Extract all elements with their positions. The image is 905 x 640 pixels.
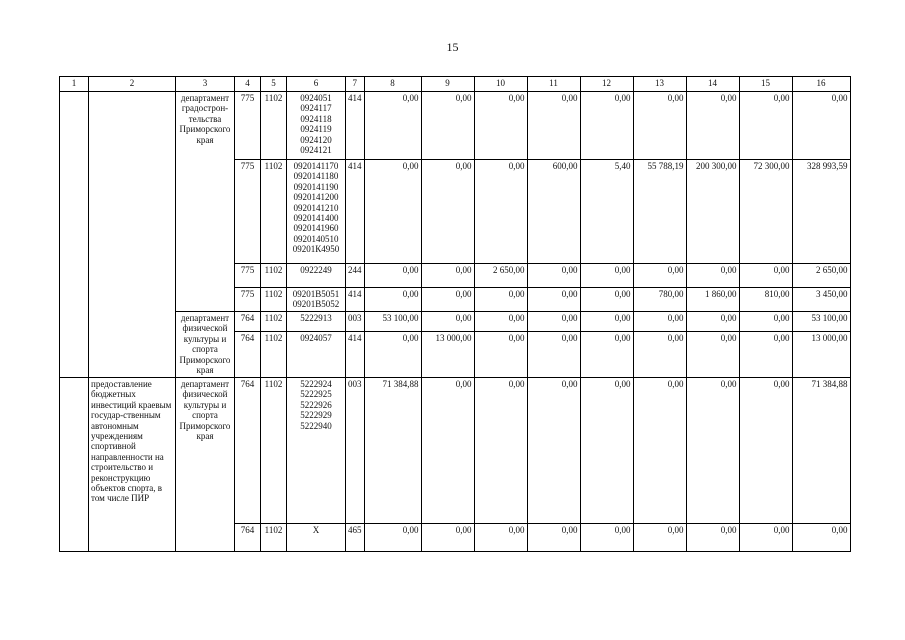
value-cell: 13 000,00 <box>421 332 474 378</box>
table-row <box>60 378 851 524</box>
value-cell: 0,00 <box>527 378 580 524</box>
cell-codes: 0924057 <box>287 332 346 378</box>
value-cell: 0,00 <box>421 264 474 288</box>
value-cell: 0,00 <box>580 264 633 288</box>
value-cell: 200 300,00 <box>686 160 739 264</box>
cell-codes: 0920141170 0920141180 0920141190 0920141200 0920141210 0920141400 0920141960 0920140510 09201К4950 <box>287 160 346 264</box>
column-header: 12 <box>580 77 633 92</box>
cell-codes: 09201В5051 09201В5052 <box>287 288 346 312</box>
value-cell: 0,00 <box>686 378 739 524</box>
column-header: 8 <box>364 77 421 92</box>
cell-c7: 414 <box>346 92 365 160</box>
column-header: 6 <box>287 77 346 92</box>
value-cell: 13 000,00 <box>792 332 850 378</box>
column-header: 3 <box>176 77 235 92</box>
value-cell: 0,00 <box>792 92 850 160</box>
empty-cell <box>89 92 176 378</box>
cell-codes: 0924051 0924117 0924118 0924119 0924120 0924121 <box>287 92 346 160</box>
value-cell: 0,00 <box>474 332 527 378</box>
value-cell: 0,00 <box>633 524 686 552</box>
value-cell: 0,00 <box>686 312 739 332</box>
value-cell: 2 650,00 <box>792 264 850 288</box>
value-cell: 0,00 <box>421 378 474 524</box>
value-cell: 0,00 <box>792 524 850 552</box>
column-header: 14 <box>686 77 739 92</box>
value-cell: 780,00 <box>633 288 686 312</box>
budget-table <box>59 76 851 552</box>
department-cell: департамент градострон-тельства Приморского края <box>176 92 235 312</box>
cell-codes: 5222924 5222925 5222926 5222929 5222940 <box>287 378 346 524</box>
value-cell: 0,00 <box>421 312 474 332</box>
column-header: 1 <box>60 77 89 92</box>
value-cell: 0,00 <box>527 312 580 332</box>
value-cell: 0,00 <box>527 332 580 378</box>
value-cell: 72 300,00 <box>739 160 792 264</box>
cell-c5: 1102 <box>261 332 287 378</box>
value-cell: 53 100,00 <box>364 312 421 332</box>
column-header: 13 <box>633 77 686 92</box>
value-cell: 0,00 <box>739 92 792 160</box>
value-cell: 0,00 <box>739 378 792 524</box>
cell-c7: 465 <box>346 524 365 552</box>
value-cell: 0,00 <box>686 524 739 552</box>
value-cell: 3 450,00 <box>792 288 850 312</box>
value-cell: 0,00 <box>474 92 527 160</box>
cell-c7: 003 <box>346 312 365 332</box>
value-cell: 0,00 <box>686 332 739 378</box>
value-cell: 0,00 <box>421 160 474 264</box>
value-cell: 0,00 <box>527 92 580 160</box>
cell-c7: 244 <box>346 264 365 288</box>
cell-c7: 414 <box>346 160 365 264</box>
column-header: 7 <box>346 77 365 92</box>
value-cell: 0,00 <box>633 378 686 524</box>
value-cell: 0,00 <box>364 524 421 552</box>
cell-c4: 764 <box>235 378 261 524</box>
value-cell: 0,00 <box>364 264 421 288</box>
column-header: 9 <box>421 77 474 92</box>
value-cell: 55 788,19 <box>633 160 686 264</box>
value-cell: 0,00 <box>580 332 633 378</box>
column-header: 5 <box>261 77 287 92</box>
value-cell: 0,00 <box>686 264 739 288</box>
value-cell: 0,00 <box>633 264 686 288</box>
empty-cell <box>60 92 89 378</box>
value-cell: 0,00 <box>633 332 686 378</box>
value-cell: 0,00 <box>580 312 633 332</box>
cell-c5: 1102 <box>261 312 287 332</box>
cell-c5: 1102 <box>261 264 287 288</box>
cell-c4: 764 <box>235 524 261 552</box>
value-cell: 0,00 <box>474 160 527 264</box>
column-header: 16 <box>792 77 850 92</box>
value-cell: 0,00 <box>580 92 633 160</box>
value-cell: 2 650,00 <box>474 264 527 288</box>
cell-c5: 1102 <box>261 288 287 312</box>
value-cell: 0,00 <box>527 288 580 312</box>
column-header: 15 <box>739 77 792 92</box>
value-cell: 0,00 <box>474 524 527 552</box>
cell-c4: 775 <box>235 288 261 312</box>
column-header: 4 <box>235 77 261 92</box>
cell-c7: 414 <box>346 332 365 378</box>
value-cell: 0,00 <box>580 524 633 552</box>
value-cell: 0,00 <box>527 524 580 552</box>
cell-codes: 0922249 <box>287 264 346 288</box>
value-cell: 600,00 <box>527 160 580 264</box>
value-cell: 0,00 <box>474 288 527 312</box>
column-header: 10 <box>474 77 527 92</box>
table-row <box>60 312 851 332</box>
value-cell: 53 100,00 <box>792 312 850 332</box>
column-number-row <box>60 77 851 92</box>
cell-c4: 775 <box>235 92 261 160</box>
cell-codes: Х <box>287 524 346 552</box>
page-number: 15 <box>446 40 459 54</box>
value-cell: 0,00 <box>739 264 792 288</box>
value-cell: 5,40 <box>580 160 633 264</box>
value-cell: 0,00 <box>364 332 421 378</box>
value-cell: 0,00 <box>686 92 739 160</box>
value-cell: 0,00 <box>580 288 633 312</box>
value-cell: 0,00 <box>580 378 633 524</box>
value-cell: 71 384,88 <box>792 378 850 524</box>
table-row <box>60 92 851 160</box>
value-cell: 0,00 <box>633 312 686 332</box>
column-header: 11 <box>527 77 580 92</box>
empty-cell <box>60 378 89 552</box>
cell-c4: 775 <box>235 160 261 264</box>
cell-c7: 003 <box>346 378 365 524</box>
cell-c5: 1102 <box>261 378 287 524</box>
value-cell: 0,00 <box>421 524 474 552</box>
value-cell: 810,00 <box>739 288 792 312</box>
cell-c4: 775 <box>235 264 261 288</box>
value-cell: 0,00 <box>527 264 580 288</box>
value-cell: 328 993,59 <box>792 160 850 264</box>
value-cell: 1 860,00 <box>686 288 739 312</box>
cell-c5: 1102 <box>261 160 287 264</box>
cell-c4: 764 <box>235 312 261 332</box>
cell-c5: 1102 <box>261 524 287 552</box>
value-cell: 0,00 <box>474 312 527 332</box>
cell-c7: 414 <box>346 288 365 312</box>
value-cell: 0,00 <box>633 92 686 160</box>
department-cell: департамент физической культуры и спорта Приморского края <box>176 378 235 552</box>
cell-c4: 764 <box>235 332 261 378</box>
value-cell: 0,00 <box>364 288 421 312</box>
cell-c5: 1102 <box>261 92 287 160</box>
value-cell: 0,00 <box>421 288 474 312</box>
value-cell: 0,00 <box>739 332 792 378</box>
department-cell: департамент физической культуры и спорта Приморского края <box>176 312 235 378</box>
value-cell: 0,00 <box>474 378 527 524</box>
column-header: 2 <box>89 77 176 92</box>
value-cell: 0,00 <box>739 524 792 552</box>
value-cell: 0,00 <box>364 160 421 264</box>
value-cell: 0,00 <box>364 92 421 160</box>
value-cell: 71 384,88 <box>364 378 421 524</box>
value-cell: 0,00 <box>739 312 792 332</box>
purpose-cell: предоставление бюджетных инвестиций краевым государ-ственным автономным учреждениям спортивной направленности на строительство и реконструкцию объектов спорта, в том числе ПИР <box>89 378 176 552</box>
value-cell: 0,00 <box>421 92 474 160</box>
cell-codes: 5222913 <box>287 312 346 332</box>
